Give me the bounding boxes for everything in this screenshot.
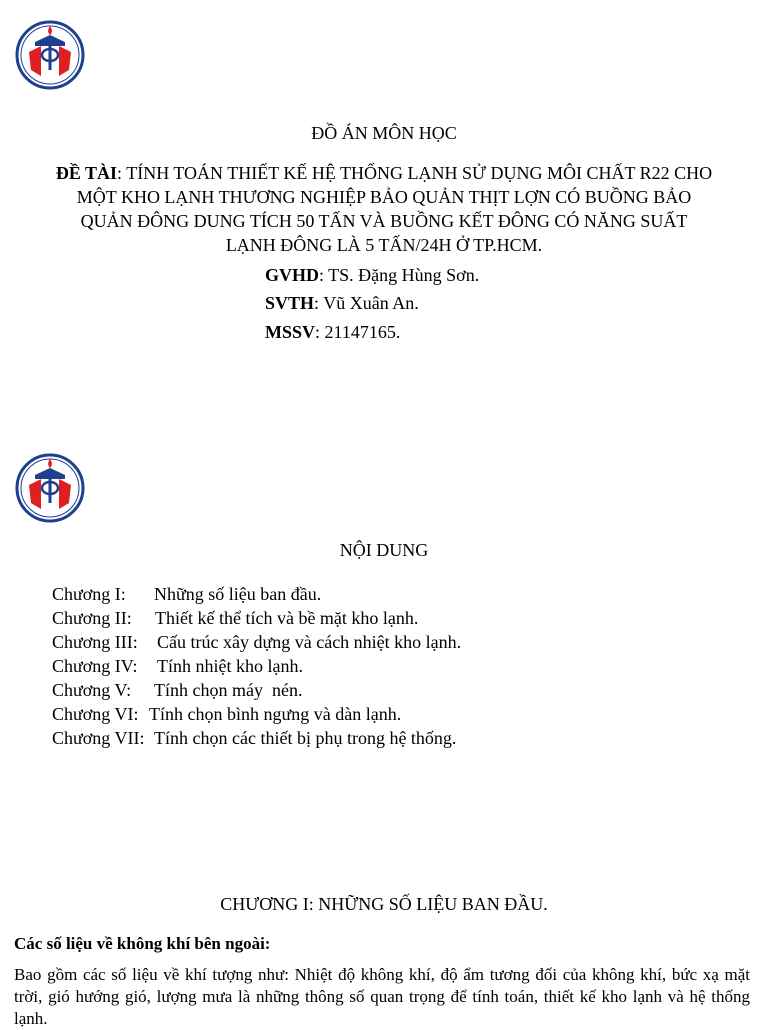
toc-chapter-title: Cấu trúc xây dựng và cách nhiệt kho lạnh.: [157, 632, 462, 652]
toc-item: [52, 678, 461, 702]
toc-chapter-label: Chương IV:: [52, 656, 138, 676]
toc-chapter-title: Những số liệu ban đầu.: [154, 584, 322, 604]
section-subheading: Các số liệu về không khí bên ngoài:: [14, 934, 271, 953]
table-of-contents: [52, 582, 461, 750]
toc-chapter-label: Chương V:: [52, 680, 132, 700]
toc-title: NỘI DUNG: [339, 540, 429, 560]
toc-chapter-label: Chương I:: [52, 584, 126, 604]
toc-item: [52, 582, 461, 606]
topic-heading: [55, 161, 713, 257]
topic-text: : TÍNH TOÁN THIẾT KẾ HỆ THỐNG LẠNH SỬ DỤNG MÔI CHẤT R22 CHO MỘT KHO LẠNH THƯƠNG NGHIỆP BẢO QUẢN THỊT LỢN CÓ BUỒNG BẢO QUẢN ĐÔNG DUNG TÍCH 50 TẤN VÀ BUỒNG KẾT ĐÔNG CÓ NĂNG SUẤT LẠNH ĐÔNG LÀ 5 TẤN/24H Ở TP.HCM.: [76, 163, 713, 255]
supervisor-line: [265, 263, 479, 287]
mssv-value: : 21147165.: [315, 322, 401, 342]
university-logo-icon: [15, 20, 85, 90]
mssv-label: MSSV: [265, 322, 316, 342]
university-logo-icon: [15, 453, 85, 523]
project-type-title: ĐỒ ÁN MÔN HỌC: [311, 123, 457, 143]
body-paragraph: Bao gồm các số liệu về khí tượng như: Nhiệt độ không khí, độ ẩm tương đối của không khí, bức xạ mặt trời, gió hướng gió, lượng mưa là những thông số quan trọng để tính toán, thiết kế kho lạnh và hệ thống lạnh.: [14, 965, 750, 1028]
topic-label: ĐỀ TÀI: [55, 163, 118, 183]
toc-chapter-title: Tính nhiệt kho lạnh.: [157, 656, 303, 676]
toc-item: [52, 702, 461, 726]
toc-item: [52, 606, 461, 630]
toc-chapter-title: Tính chọn bình ngưng và dàn lạnh.: [149, 704, 402, 724]
student-id-line: [265, 320, 400, 344]
svth-value: : Vũ Xuân An.: [314, 293, 419, 313]
toc-item: [52, 726, 461, 750]
toc-item: [52, 654, 461, 678]
svth-label: SVTH: [265, 293, 315, 313]
chapter-title: CHƯƠNG I: NHỮNG SỐ LIỆU BAN ĐẦU.: [220, 894, 548, 914]
toc-chapter-label: Chương VII:: [52, 728, 145, 748]
gvhd-label: GVHD: [265, 265, 319, 285]
toc-item: [52, 630, 461, 654]
toc-chapter-label: Chương VI:: [52, 704, 139, 724]
toc-chapter-title: Tính chọn máy nén.: [154, 680, 303, 700]
toc-chapter-title: Tính chọn các thiết bị phụ trong hệ thống.: [154, 728, 457, 748]
gvhd-value: : TS. Đặng Hùng Sơn.: [319, 265, 480, 285]
toc-chapter-title: Thiết kế thể tích và bề mặt kho lạnh.: [155, 608, 419, 628]
toc-chapter-label: Chương III:: [52, 632, 138, 652]
student-line: [265, 291, 419, 315]
toc-chapter-label: Chương II:: [52, 608, 132, 628]
